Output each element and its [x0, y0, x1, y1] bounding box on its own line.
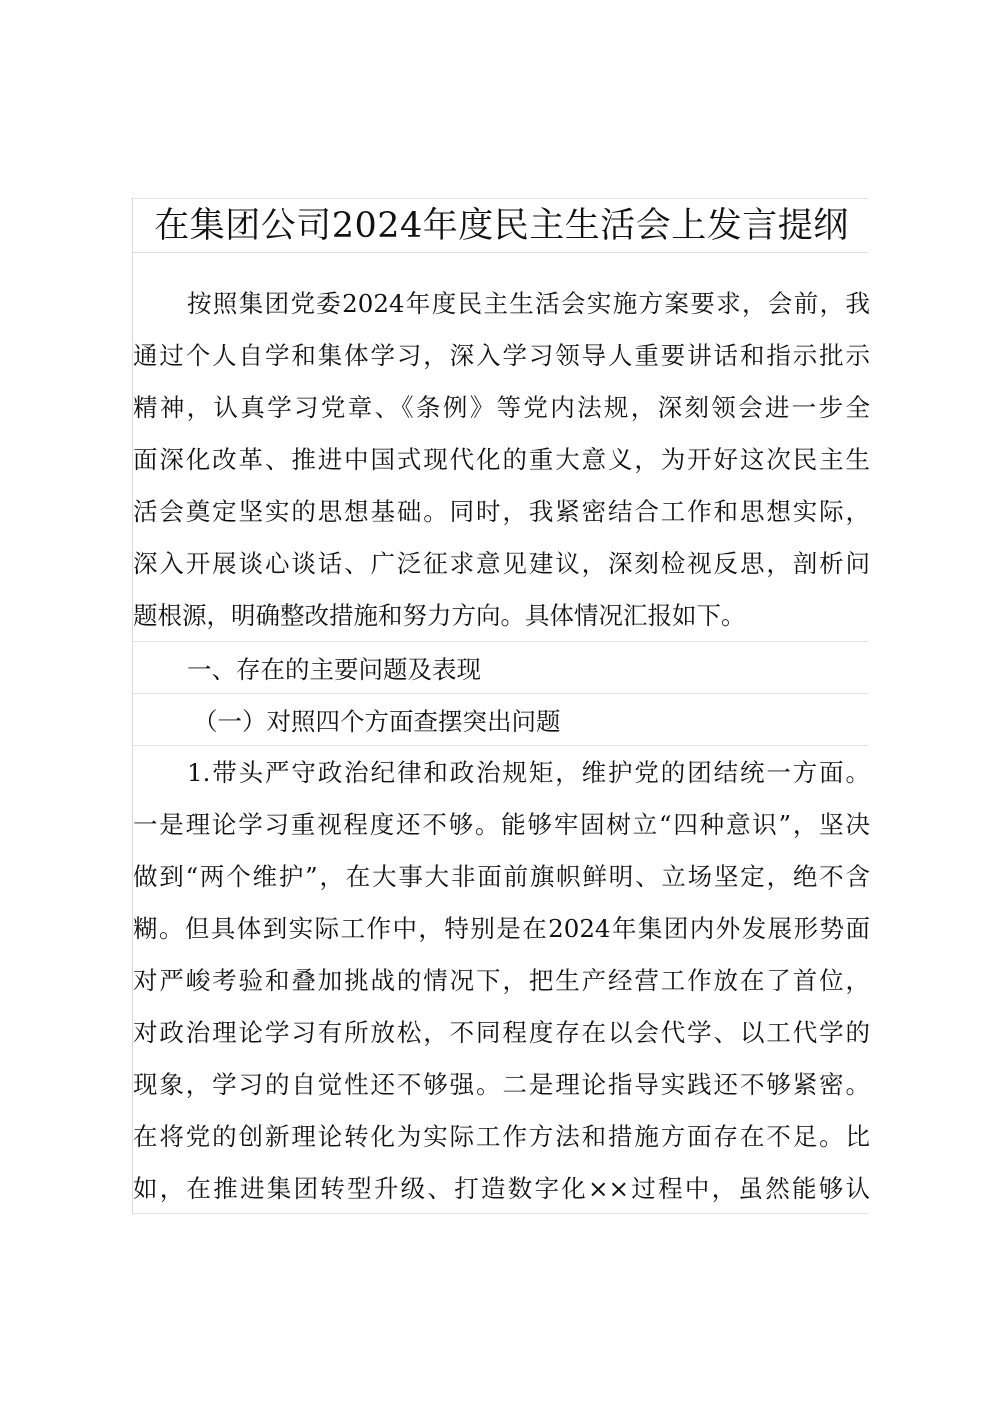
- rule-line: [133, 641, 869, 642]
- rule-line: [133, 693, 869, 694]
- text-line: 糊。但具体到实际工作中，特别是在2024年集团内外发展形势面: [133, 914, 870, 943]
- text-line: 一是理论学习重视程度还不够。能够牢固树立“四种意识”，坚决: [133, 810, 870, 839]
- text-line: 通过个人自学和集体学习，深入学习领导人重要讲话和指示批示: [133, 341, 870, 370]
- text-line: 活会奠定坚实的思想基础。同时，我紧密结合工作和思想实际，: [133, 497, 870, 526]
- item-paragraph: [133, 747, 870, 1215]
- text-line: 对严峻考验和叠加挑战的情况下，把生产经营工作放在了首位，: [133, 966, 870, 995]
- text-line: 做到“两个维护”，在大事大非面前旗帜鲜明、立场坚定，绝不含: [133, 862, 870, 891]
- rule-line: [133, 198, 869, 199]
- text-line: 在将党的创新理论转化为实际工作方法和措施方面存在不足。比: [133, 1122, 870, 1151]
- text-line: 面深化改革、推进中国式现代化的重大意义，为开好这次民主生: [133, 445, 870, 474]
- rule-line: [133, 252, 869, 253]
- text-line: 对政治理论学习有所放松，不同程度存在以会代学、以工代学的: [133, 1018, 870, 1047]
- intro-paragraph: [133, 278, 870, 642]
- text-line: 现象，学习的自觉性还不够强。二是理论指导实践还不够紧密。: [133, 1070, 870, 1099]
- text-line: 题根源，明确整改措施和努力方向。具体情况汇报如下。: [133, 601, 746, 630]
- text-line: 按照集团党委2024年度民主生活会实施方案要求，会前，我: [187, 289, 870, 318]
- document-page: [132, 198, 869, 1214]
- text-line: 深入开展谈心谈话、广泛征求意见建议，深刻检视反思，剖析问: [133, 549, 870, 578]
- rule-line: [133, 745, 869, 746]
- rule-line: [133, 1213, 869, 1214]
- section-heading: 一、存在的主要问题及表现: [187, 655, 481, 684]
- text-line: 1.带头严守政治纪律和政治规矩，维护党的团结统一方面。: [187, 758, 870, 787]
- text-line: 如，在推进集团转型升级、打造数字化××过程中，虽然能够认: [133, 1174, 870, 1203]
- subsection-heading: （一）对照四个方面查摆突出问题: [193, 707, 561, 736]
- text-line: 精神，认真学习党章、《条例》等党内法规，深刻领会进一步全: [133, 393, 870, 422]
- document-title: 在集团公司2024年度民主生活会上发言提纲: [154, 206, 849, 246]
